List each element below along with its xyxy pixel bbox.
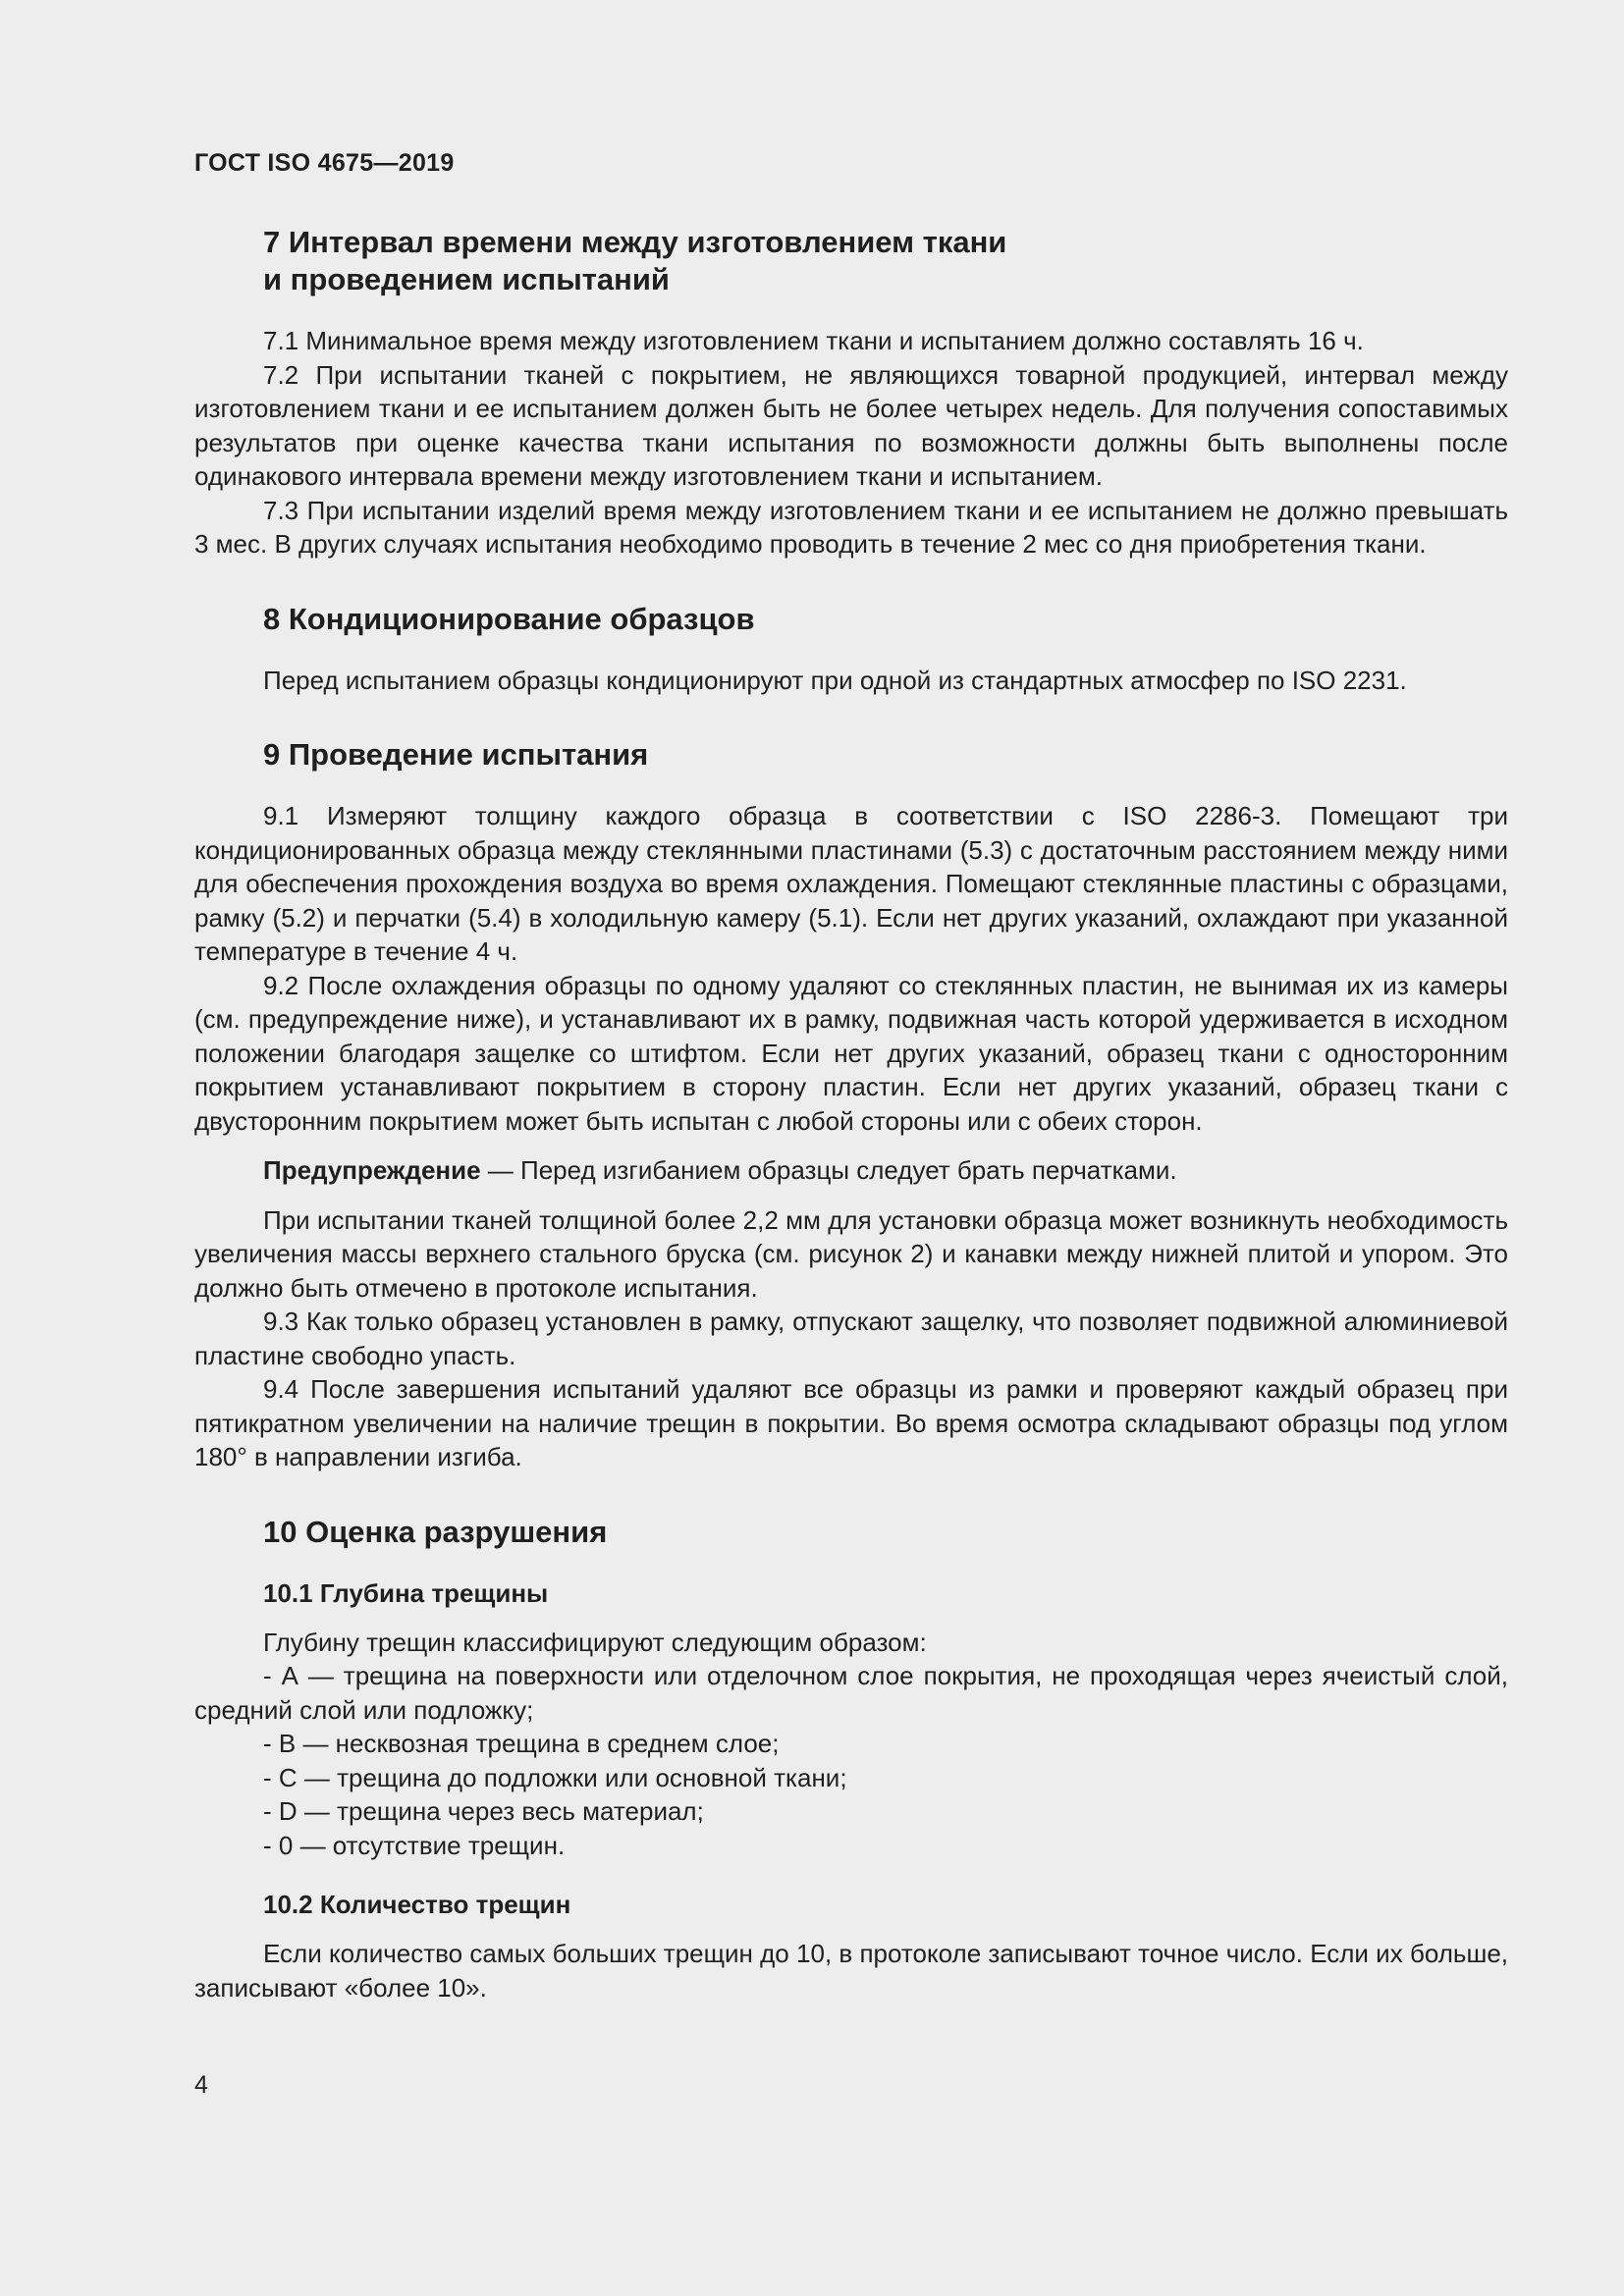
section-7-title-line1: 7 Интервал времени между изготовлением ткани xyxy=(263,225,1007,259)
section-9-title: 9 Проведение испытания xyxy=(263,737,649,772)
warning-text: — Перед изгибанием образцы следует брать перчатками. xyxy=(480,1155,1177,1185)
subsection-10-1-intro: Глубину трещин классифицируют следующим образом: xyxy=(263,1627,927,1657)
paragraph-9-4: 9.4 После завершения испытаний удаляют все образцы из рамки и проверяют каждый образец при пятикратном увеличении на наличие трещин в покрытии. Во время осмотра складывают образцы под углом 180° в направлении изгиба. xyxy=(194,1374,1508,1471)
subsection-10-2-text: Если количество самых больших трещин до 10, в протоколе записывают точное число. Если их больше, записывают «более 10». xyxy=(194,1939,1508,2002)
paragraph-9-1: 9.1 Измеряют толщину каждого образца в соответствии с ISO 2286-3. Помещают три кондиционированных образца между стеклянными пластинами (5.3) с достаточным расстоянием между ними для обеспечения прохождения воздуха во время охлаждения. Помещают стеклянные пластины с образцами, рамку (5.2) и перчатки (5.4) в холодильную камеру (5.1). Если нет других указаний, охлаждают при указанной температуре в течение 4 ч. xyxy=(194,801,1508,966)
section-7-title xyxy=(263,224,1508,298)
warning-paragraph xyxy=(194,1153,1508,1188)
list-item: - А — трещина на поверхности или отделочном слое покрытия, не проходящая через ячеистый слой, средний слой или подложку; xyxy=(194,1661,1508,1725)
warning-label: Предупреждение xyxy=(263,1155,481,1185)
paragraph-9-3: 9.3 Как только образец установлен в рамку, отпускают защелку, что позволяет подвижной алюминиевой пластине свободно упасть. xyxy=(194,1307,1508,1370)
document-body xyxy=(194,224,1508,2004)
subsection-10-2-title: 10.2 Количество трещин xyxy=(263,1890,571,1919)
section-8-title: 8 Кондиционирование образцов xyxy=(263,601,755,636)
page-number: 4 xyxy=(194,2071,208,2099)
paragraph-9-note: При испытании тканей толщиной более 2,2 мм для установки образца может возникнуть необходимость увеличения массы верхнего стального бруска (см. рисунок 2) и канавки между нижней плитой и упором. Это должно быть отмечено в протоколе испытания. xyxy=(194,1204,1508,1303)
paragraph-7-1: 7.1 Минимальное время между изготовлением ткани и испытанием должно составлять 16 ч. xyxy=(263,326,1364,355)
list-item: - В — несквозная трещина в среднем слое; xyxy=(263,1729,780,1758)
list-item: - 0 — отсутствие трещин. xyxy=(263,1830,566,1860)
paragraph-7-2: 7.2 При испытании тканей с покрытием, не являющихся товарной продукцией, интервал между изготовлением ткани и ее испытанием должен быть не более четырех недель. Для получения сопоставимых результатов при оценке качества ткани испытания по возможности должны быть выполнены после одинакового интервала времени между изготовлением ткани и испытанием. xyxy=(194,359,1508,491)
paragraph-7-3: 7.3 При испытании изделий время между изготовлением ткани и ее испытанием не должно превышать 3 мес. В других случаях испытания необходимо проводить в течение 2 мес со дня приобретения ткани. xyxy=(194,495,1508,559)
paragraph-8: Перед испытанием образцы кондиционируют при одной из стандартных атмосфер по ISO 2231. xyxy=(263,665,1407,695)
list-item: - D — трещина через весь материал; xyxy=(263,1796,704,1826)
list-item: - С — трещина до подложки или основной ткани; xyxy=(263,1762,847,1792)
section-10-title: 10 Оценка разрушения xyxy=(263,1514,608,1549)
subsection-10-1-title: 10.1 Глубина трещины xyxy=(263,1577,549,1608)
paragraph-9-2: 9.2 После охлаждения образцы по одному удаляют со стеклянных пластин, не вынимая их из камеры (см. предупреждение ниже), и устанавливают их в рамку, подвижная часть которой удерживается в исходном положении благодаря защелке со штифтом. Если нет других указаний, образец ткани с односторонним покрытием устанавливают покрытием в сторону пластин. Если нет других указаний, образец ткани с двусторонним покрытием может быть испытан с любой стороны или с обеих сторон. xyxy=(194,970,1508,1136)
section-7-title-line2: и проведением испытаний xyxy=(263,262,670,296)
document-header: ГОСТ ISO 4675—2019 xyxy=(194,149,455,177)
